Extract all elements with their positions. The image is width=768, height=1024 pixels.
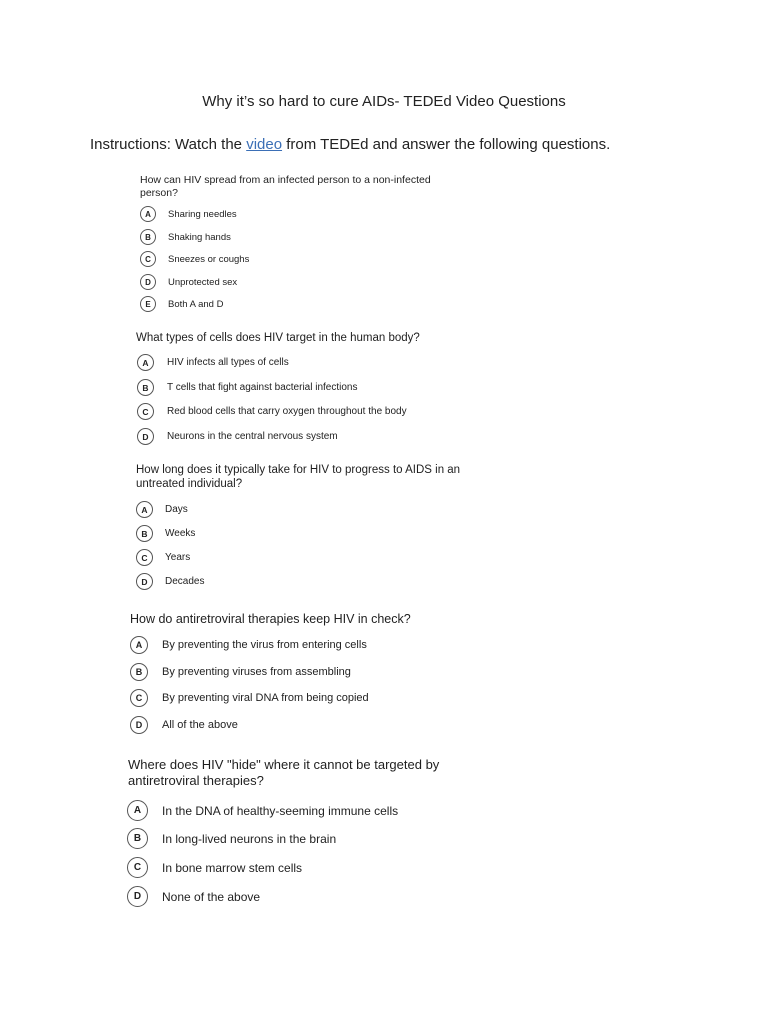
option-a[interactable] (130, 636, 367, 654)
question-text: How can HIV spread from an infected person to a non-infected person? (140, 174, 431, 199)
question-text: How do antiretroviral therapies keep HIV in check? (130, 612, 411, 626)
option-e[interactable] (140, 296, 223, 312)
option-letter-badge: B (130, 663, 148, 681)
option-a[interactable] (127, 800, 398, 821)
option-text: Years (165, 552, 191, 563)
option-a[interactable] (137, 354, 289, 371)
option-c[interactable] (127, 857, 302, 878)
option-c[interactable] (140, 251, 249, 267)
document-title: Why it’s so hard to cure AIDs- TEDEd Video Questions (202, 93, 566, 110)
option-b[interactable] (136, 525, 195, 542)
option-text: All of the above (162, 719, 238, 731)
option-letter-badge: C (130, 689, 148, 707)
option-d[interactable] (140, 274, 237, 290)
option-text: By preventing the virus from entering cells (162, 639, 367, 651)
question-text: How long does it typically take for HIV to progress to AIDS in an untreated individual? (136, 464, 461, 490)
option-letter-badge: A (136, 501, 153, 518)
option-text: By preventing viral DNA from being copied (162, 692, 369, 704)
option-a[interactable] (136, 501, 188, 518)
option-letter-badge: B (136, 525, 153, 542)
option-text: Days (165, 504, 188, 515)
option-letter-badge: D (137, 428, 154, 445)
option-text: HIV infects all types of cells (167, 357, 289, 368)
question-4 (124, 606, 424, 740)
option-text: Shaking hands (168, 231, 231, 243)
option-b[interactable] (130, 663, 351, 681)
question-text: Where does HIV "hide" where it cannot be targeted by antiretroviral therapies? (128, 757, 440, 788)
option-d[interactable] (137, 428, 338, 445)
option-b[interactable] (140, 229, 231, 245)
option-letter-badge: D (136, 573, 153, 590)
option-letter-badge: D (127, 886, 148, 907)
option-text: In bone marrow stem cells (162, 860, 303, 875)
option-letter-badge: C (136, 549, 153, 566)
option-text: Both A and D (168, 298, 224, 310)
option-letter-badge: E (140, 296, 156, 312)
option-text: Red blood cells that carry oxygen throughout the body (167, 406, 407, 417)
option-text: Decades (165, 576, 205, 587)
option-text: Weeks (165, 528, 196, 539)
option-letter-badge: C (137, 403, 154, 420)
option-letter-badge: B (137, 379, 154, 396)
option-text: Sharing needles (168, 208, 237, 220)
option-c[interactable] (130, 689, 369, 707)
video-link[interactable]: video (246, 136, 283, 153)
option-letter-badge: D (140, 274, 156, 290)
option-d[interactable] (130, 716, 238, 734)
option-c[interactable] (136, 549, 190, 566)
option-letter-badge: D (130, 716, 148, 734)
option-d[interactable] (127, 886, 260, 907)
option-letter-badge: B (140, 229, 156, 245)
option-text: By preventing viruses from assembling (162, 666, 351, 678)
option-letter-badge: C (140, 251, 156, 267)
option-text: Unprotected sex (168, 276, 238, 288)
option-letter-badge: A (130, 636, 148, 654)
option-a[interactable] (140, 206, 237, 222)
option-text: T cells that fight against bacterial infections (167, 382, 358, 393)
question-5 (122, 752, 468, 914)
option-text: Sneezes or coughs (168, 253, 250, 265)
option-text: In the DNA of healthy-seeming immune cells (162, 803, 399, 818)
option-letter-badge: A (140, 206, 156, 222)
option-c[interactable] (137, 403, 407, 420)
question-2 (130, 327, 430, 452)
option-letter-badge: B (127, 828, 148, 849)
option-d[interactable] (136, 573, 204, 590)
option-text: None of the above (162, 889, 261, 904)
option-letter-badge: A (137, 354, 154, 371)
question-3 (130, 460, 480, 600)
question-text: What types of cells does HIV target in the human body? (136, 332, 420, 344)
option-b[interactable] (127, 828, 336, 849)
instructions-suffix: from TEDEd and answer the following questions. (282, 136, 611, 153)
option-text: Neurons in the central nervous system (167, 431, 338, 442)
option-b[interactable] (137, 379, 357, 396)
instructions (90, 136, 610, 153)
instructions-prefix: Instructions: Watch the (90, 136, 247, 153)
option-letter-badge: C (127, 857, 148, 878)
option-letter-badge: A (127, 800, 148, 821)
option-text: In long-lived neurons in the brain (162, 831, 337, 846)
question-1 (134, 168, 454, 320)
